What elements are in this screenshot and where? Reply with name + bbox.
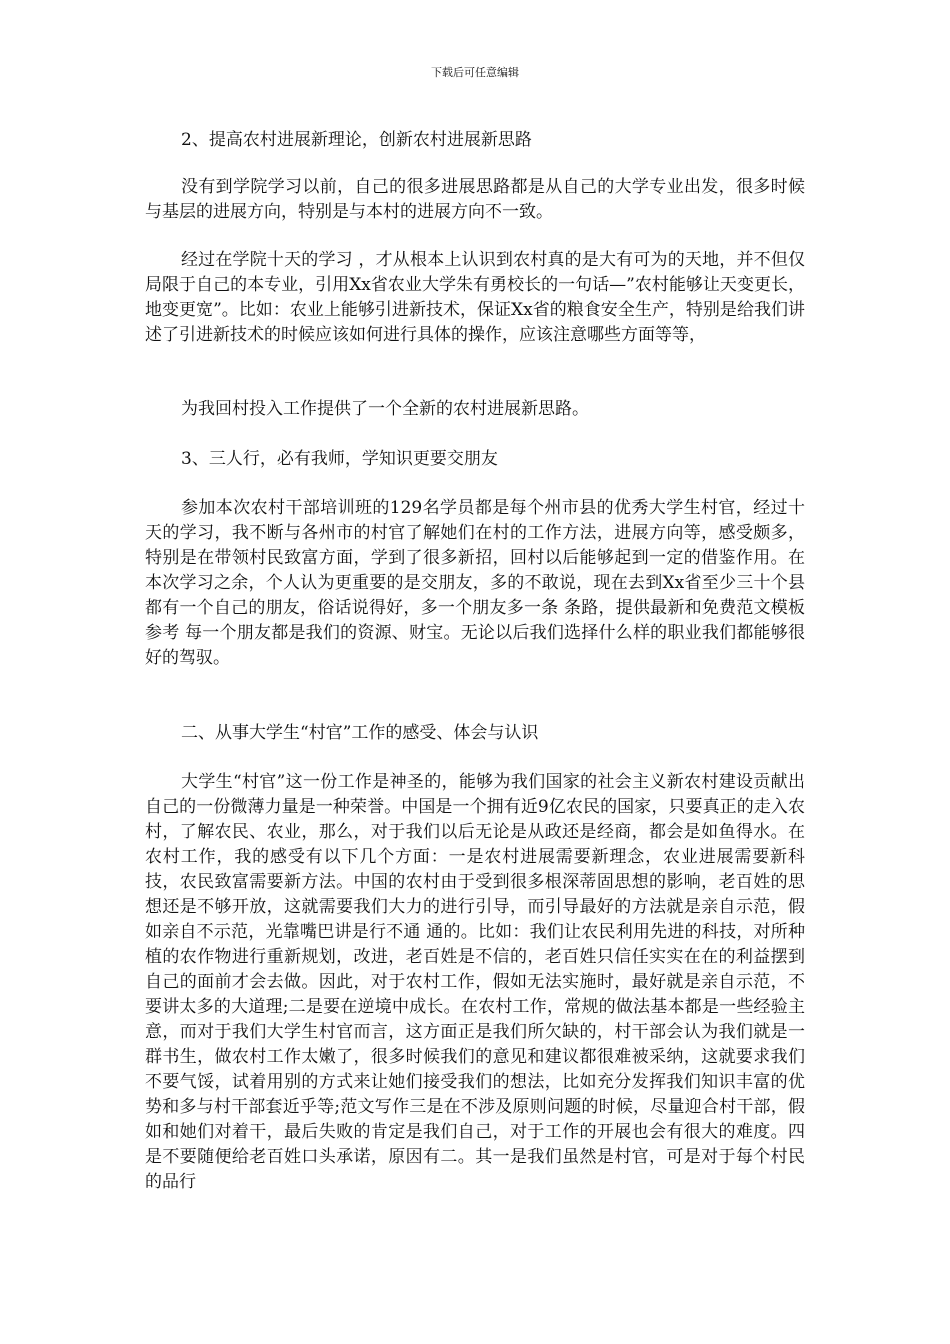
section-heading-2: 2、提高农村进展新理论，创新农村进展新思路 — [181, 130, 532, 150]
paragraph-new-thinking: 为我回村投入工作提供了一个全新的农村进展新思路。 — [181, 399, 589, 419]
section-heading-3: 3、三人行，必有我师，学知识更要交朋友 — [181, 449, 498, 469]
paragraph-village-official: 大学生“村官”这一份工作是神圣的，能够为我们国家的社会主义新农村建设贡献出自己的一份微薄力量是一种荣誉。中国是一个拥有近9亿农民的国家，只要真正的走入农村，了解农民、农业，那么，对于我们以后无论是从政还是经商，都会是如鱼得水。在农村工作，我的感受有以下几个方面：一是农村进展需要新理念，农业进展需要新科技，农民致富需要新方法。中国的农村由于受到很多根深蒂固思想的影响，老百姓的思想还是不够开放，这就需要我们大力的进行引导，而引导最好的方法就是亲自示范，假如亲自不示范，光靠嘴巴讲是行不通 通的。比如：我们让农民利用先进的科技，对所种植的农作物进行重新规划，改进，老百姓是不信的，老百姓只信任实实在在的利益摆到自己的面前才会去做。因此，对于农村工作，假如无法实施时，最好就是亲自示范，不要讲太多的大道理;二是要在逆境中成长。在农村工作，常规的做法基本都是一些经验主意，而对于我们大学生村官而言，这方面正是我们所欠缺的，村干部会认为我们就是一群书生，做农村工作太嫩了，很多时候我们的意见和建议都很难被采纳，这就要求我们不要气馁，试着用别的方式来让她们接受我们的想法，比如充分发挥我们知识丰富的优势和多与村干部套近乎等;范文写作三是在不涉及原则问题的时候，尽量迎合村干部，假如和她们对着干，最后失败的肯定是我们自己，对于工作的开展也会有很大的难度。四是不要随便给老百姓口头承诺，原因有二。其一是我们虽然是村官，可是对于每个村民的品行 — [145, 772, 805, 1192]
section-heading-two: 二、从事大学生“村官”工作的感受、体会与认识 — [181, 723, 539, 743]
paragraph-ten-days-study: 经过在学院十天的学习 ，才从根本上认识到农村真的是大有可为的天地，并不但仅局限于自己的本专业，引用Xx省农业大学朱有勇校长的一句话—”农村能够让天变更长，地变更宽”。比如：农业上能够引进新技术，保证Xx省的粮食安全生产，特别是给我们讲述了引进新技术的时候应该如何进行具体的操作，应该注意哪些方面等等， — [145, 250, 805, 345]
paragraph-no-study: 没有到学院学习以前，自己的很多进展思路都是从自己的大学专业出发，很多时候与基层的进展方向，特别是与本村的进展方向不一致。 — [145, 177, 805, 222]
paragraph-make-friends: 参加本次农村干部培训班的129名学员都是每个州市县的优秀大学生村官，经过十天的学习，我不断与各州市的村官了解她们在村的工作方法，进展方向等，感受颇多，特别是在带领村民致富方面，学到了很多新招，回村以后能够起到一定的借鉴作用。在本次学习之余，个人认为更重要的是交朋友，多的不敢说，现在去到Xx省至少三十个县都有一个自己的朋友，俗话说得好，多一个朋友多一条 条路，提供最新和免费范文模板参考 每一个朋友都是我们的资源、财宝。无论以后我们选择什么样的职业我们都能够很好的驾驭。 — [145, 498, 805, 668]
page-header: 下载后可任意编辑 — [431, 66, 519, 79]
